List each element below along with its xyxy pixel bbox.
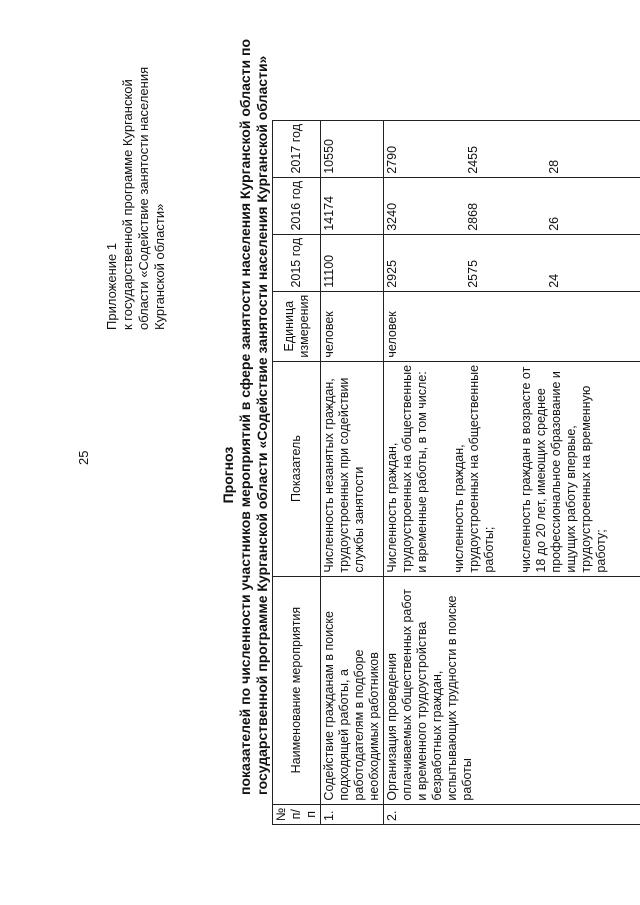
row-value-2017: 10550	[321, 120, 384, 177]
row-unit: человек	[321, 291, 384, 361]
table-row	[384, 120, 640, 824]
sub-indicator: численность граждан в возрасте от 18 до 20 лет, имеющих среднее профессиональное образование и ищущих работу впервые, трудоустроенных на временную работу;	[519, 366, 608, 573]
row-value-2015: 11100	[321, 234, 384, 291]
value-2016: 2868	[466, 202, 480, 231]
value-2016: 3240	[385, 202, 399, 231]
value-2015: 24	[547, 273, 561, 288]
document-title	[220, 38, 271, 795]
page-number: 25	[76, 450, 91, 465]
appendix-line: к государственной программе Курганской	[120, 79, 135, 330]
header-2017: 2017 год	[273, 120, 321, 177]
value-2016: 26	[547, 216, 561, 231]
title-line: государственной программе Курганской области «Содействие занятости населения Курганской области»	[254, 55, 270, 795]
appendix-line: области «Содействие занятости населения	[136, 66, 151, 330]
row-values-2017	[384, 120, 640, 177]
header-indicator: Показатель	[273, 361, 321, 576]
header-no: № п/п	[273, 804, 321, 824]
header-unit: Единица измерения	[273, 291, 321, 361]
header-name: Наименование мероприятия	[273, 576, 321, 804]
row-value-2016: 14174	[321, 177, 384, 234]
sub-indicator: Численность граждан, трудоустроенных на общественные и временные работы, в том числе:	[385, 364, 429, 573]
row-values-2016	[384, 177, 640, 234]
row-unit: человек	[384, 291, 640, 361]
value-2017: 2455	[466, 145, 480, 174]
row-indicator-group	[384, 361, 640, 576]
title-line: показателей по численности участников мероприятий в сфере занятости населения Курганской области по	[237, 38, 253, 795]
table-row	[321, 120, 384, 824]
forecast-table	[272, 120, 640, 825]
value-2015: 2925	[385, 259, 399, 288]
row-values-2015	[384, 234, 640, 291]
header-2015: 2015 год	[273, 234, 321, 291]
appendix-line: Курганской области»	[152, 203, 167, 330]
appendix-note	[104, 30, 168, 330]
value-2015: 2575	[466, 259, 480, 288]
appendix-line: Приложение 1	[104, 242, 119, 330]
table-header-row	[273, 120, 321, 824]
row-name: Содействие гражданам в поиске подходящей работы, а работодателям в подборе необходимых работников	[321, 576, 384, 804]
row-no: 2.	[384, 804, 640, 824]
value-2017: 28	[547, 159, 561, 174]
value-2017: 2790	[385, 145, 399, 174]
header-2016: 2016 год	[273, 177, 321, 234]
title-line: Прогноз	[220, 446, 236, 504]
row-name: Организация проведения оплачиваемых общественных работ и временного трудоустройства безработных граждан, испытывающих трудности в поиске работы	[384, 576, 640, 804]
row-indicator: Численность незанятых граждан, трудоустроенных при содействии службы занятости	[321, 361, 384, 576]
sub-indicator: численность граждан, трудоустроенных на общественные работы;	[452, 364, 496, 573]
row-no: 1.	[321, 804, 384, 824]
